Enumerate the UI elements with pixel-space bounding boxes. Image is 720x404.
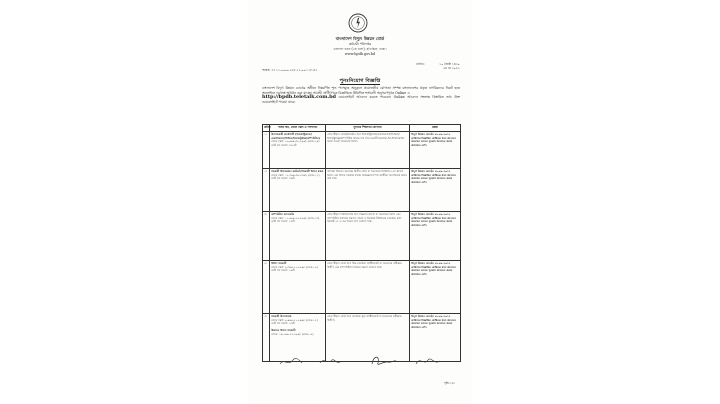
signature-2 — [320, 360, 340, 363]
signature-3 — [372, 357, 396, 364]
header-post: পদের নাম, বেতন স্কেল ও পদসংখ্যা — [270, 125, 326, 132]
date-label: তারিখ: — [416, 62, 425, 66]
intro-text-after: ওয়েবসাইটে আবেদন করতে পারবেন। Online আবেদন সংক্রান্ত বিস্তারিত তথ্য উক্ত ওয়েবসাইটে পাওয়া যাবে। — [262, 95, 460, 104]
header-serial: ক্রমিক — [263, 125, 270, 132]
post-name: উপসহকারী প্রকৌশলী (ইলেকট্রিক্যাল/মেকানিক্যাল/সিভিল/ইলেকট্রনিক্স/কম্পিউটার) — [271, 132, 320, 140]
date-block — [416, 62, 466, 71]
date-bangla: ১০ জ্যৈষ্ঠ ১৪৩০ — [439, 62, 460, 66]
memo-reference: স্মারক: ২৭.১১.০০০০.২২৮.১১.০০১.১৮-৪২ — [262, 68, 318, 72]
post-pay: বেতন স্কেল: ১২,৫০০-৩০,২৩০/- (গ্রেড-১১) — [271, 172, 320, 177]
header-remark: মন্তব্য — [410, 125, 461, 132]
post-count: মোট পদ সংখ্যা: ২৯টি — [271, 268, 295, 273]
table-row — [263, 212, 461, 261]
notice-title-text: পুনঃনিয়োগ বিজ্ঞপ্তি — [339, 78, 381, 84]
post-pay: বেতন স্কেল: ১৬,০০০-৩৮,৬৪০/- (গ্রেড-১০) — [271, 139, 320, 144]
notice-title — [248, 78, 472, 86]
remark-cell: বিদ্যুৎ উন্নয়ন বোর্ডের ১৮.০৮.২০২২ তারিখের বিজ্ঞপ্তির প্রেক্ষিতে যারা আবেদন করেছেন তাদের পুনরায় আবেদন করার প্রয়োজন নেই। — [410, 169, 461, 212]
post-name: সহকারী হিসাবরক্ষণ কর্মকর্তা/সহকারী হিসাব রক্ষক — [271, 169, 324, 174]
post-count: মোট পদ সংখ্যা: ২৬টি — [271, 321, 295, 326]
qualification-cell: কোন স্বীকৃত বোর্ড/প্রতিষ্ঠান হতে ইলেকট্রিক্যাল/মেকানিক্যাল/সিভিল/ইলেকট্রনিক্স/কম্পিউটার বিষয়ে চার বছর মেয়াদী ডিপ্লোমা-ইন-ইঞ্জিনিয়ারিং ডিগ্রি অথবা সমমানের ডিগ্রি। — [326, 132, 410, 169]
office-address: ওয়াপদা ভবন (৩য় তলা), মতিঝিল, ঢাকা। — [333, 47, 387, 51]
sub-post-name: উচ্চমান হিসাব সহকারী — [271, 328, 296, 333]
post-cell — [270, 132, 326, 169]
serial-cell: ৫। — [263, 314, 270, 362]
remark-cell: বিদ্যুৎ উন্নয়ন বোর্ডের ১৮.০৮.২০২২ তারিখের বিজ্ঞপ্তির প্রেক্ষিতে যারা আবেদন করেছেন তাদের পুনরায় আবেদন করার প্রয়োজন নেই। — [410, 261, 461, 314]
qualification-cell: বাণিজ্য বিভাগে কমপক্ষে দ্বিতীয় শ্রেণি বা সমমানের সিজিপিএ-তে স্নাতক ডিগ্রি এবং হিসাব সংক্রান্ত কাজে অভিজ্ঞতাসম্পন্ন প্রার্থীকে অগ্রাধিকার প্রদান করা হবে। — [326, 169, 410, 212]
table-row — [263, 132, 461, 169]
post-name: সহকারী উপসহায়ক — [271, 314, 292, 319]
sub-post-pay: বেতন: ১০,২০০-২৪,৬৮০/- (গ্রেড-১৪) — [271, 331, 314, 336]
post-pay: বেতন স্কেল: ৯,০০০-২১,৮০০/- (গ্রেড-১৭) — [271, 317, 318, 322]
table-header-row — [263, 125, 461, 132]
serial-cell: ২। — [263, 169, 270, 212]
post-cell — [270, 212, 326, 261]
application-url[interactable]: http://bpdb.teletalk.com.bd — [262, 94, 336, 101]
page-indicator: পৃষ্ঠা-১/২ — [444, 381, 455, 385]
post-name: কম্পিউটার অপারেটর — [271, 212, 295, 217]
signature-1 — [280, 358, 302, 364]
post-cell — [270, 261, 326, 314]
qualification-cell: কোন স্বীকৃত বোর্ড হতে উচ্চ মাধ্যমিক সার্টিফিকেট বা সমমানের পরীক্ষায় উত্তীর্ণ এবং কম্পিউটার চালনায় দক্ষতা থাকতে হবে। — [326, 261, 410, 314]
table-row — [263, 261, 461, 314]
post-name: বিলিং সহকারী — [271, 261, 287, 266]
qualification-cell: কোন স্বীকৃত বোর্ড হতে মাধ্যমিক স্কুল সার্টিফিকেট বা সমমানের পরীক্ষায় উত্তীর্ণ। — [326, 314, 410, 362]
remark-cell: বিদ্যুৎ উন্নয়ন বোর্ডের ১৮.০৮.২০২২ তারিখের বিজ্ঞপ্তির প্রেক্ষিতে যারা আবেদন করেছেন তাদের পুনরায় আবেদন করার প্রয়োজন নেই। — [410, 314, 461, 362]
organization-name: বাংলাদেশ বিদ্যুৎ উন্নয়ন বোর্ড — [335, 36, 385, 41]
bpdb-logo-emblem — [348, 13, 368, 33]
qualification-cell: কোন স্বীকৃত বিশ্ববিদ্যালয় হতে বিজ্ঞানে স্নাতক বা সমমানের ডিগ্রি এবং কম্পিউটার ব্যবহারে দক্ষতা। বাংলা ও ইংরেজি টাইপিংয়ে যথাক্রমে প্রতি মিনিটে ২৫ ও ৩০ শব্দের গতি থাকতে হবে। — [326, 212, 410, 261]
website-link[interactable]: www.bpdb.gov.bd — [344, 52, 376, 56]
intro-paragraph — [262, 86, 460, 104]
header-qualification: ন্যূনতম শিক্ষাগত যোগ্যতা — [326, 125, 410, 132]
post-count: মোট পদ সংখ্যা: ৩৯টি — [271, 176, 295, 181]
post-cell — [270, 169, 326, 212]
remark-cell: বিদ্যুৎ উন্নয়ন বোর্ডের ১৮.০৮.২০২২ তারিখের বিজ্ঞপ্তির প্রেক্ষিতে যারা আবেদন করেছেন তাদের পুনরায় আবেদন করার প্রয়োজন নেই। — [410, 132, 461, 169]
department-name: কর্মচারী পরিদপ্তর — [348, 42, 372, 46]
table-row — [263, 169, 461, 212]
remark-cell: বিদ্যুৎ উন্নয়ন বোর্ডের ১৮.০৮.২০২২ তারিখের বিজ্ঞপ্তির প্রেক্ষিতে যারা আবেদন করেছেন তাদের পুনরায় আবেদন করার প্রয়োজন নেই। — [410, 212, 461, 261]
serial-cell: ৩। — [263, 212, 270, 261]
post-count: মোট পদ সংখ্যা: ২৫টি — [271, 219, 295, 224]
serial-cell: ১। — [263, 132, 270, 169]
serial-cell: ৪। — [263, 261, 270, 314]
notice-document — [248, 0, 472, 404]
signatures-area — [276, 352, 456, 368]
date-english: ২৪ মে ২০২৩ — [443, 66, 460, 71]
date-values — [426, 62, 460, 71]
vacancy-table — [262, 124, 461, 362]
signature-4 — [416, 359, 440, 364]
post-pay: বেতন স্কেল: ৯,৩০০-২২,৪৯০/- (গ্রেড-১৬) — [271, 264, 318, 269]
post-count: মোট পদ সংখ্যা: ৩৭৮টি — [271, 143, 297, 148]
post-pay: বেতন স্কেল: ১১,০০০-২৬,৫৯০/- (গ্রেড-১৩) — [271, 215, 320, 220]
intro-text: বাংলাদেশ বিদ্যুৎ উন্নয়ন বোর্ডের অধীনে নিম্নবর্ণিত শূন্য পদসমূহে অনুকূলে প্রয়োজনীয় যোগ্যতা সম্পন্ন বাংলাদেশের প্রকৃত নাগরিকদের নিকট হতে অনলাইনে দরখাস্ত আহ্বান করা যাচ্ছে। আগ্রহী প্রার্থীগণকে বিজ্ঞপ্তিতে উল্লিখিত শর্তাবলী অনুসরণপূর্বক Online এ — [262, 86, 460, 95]
